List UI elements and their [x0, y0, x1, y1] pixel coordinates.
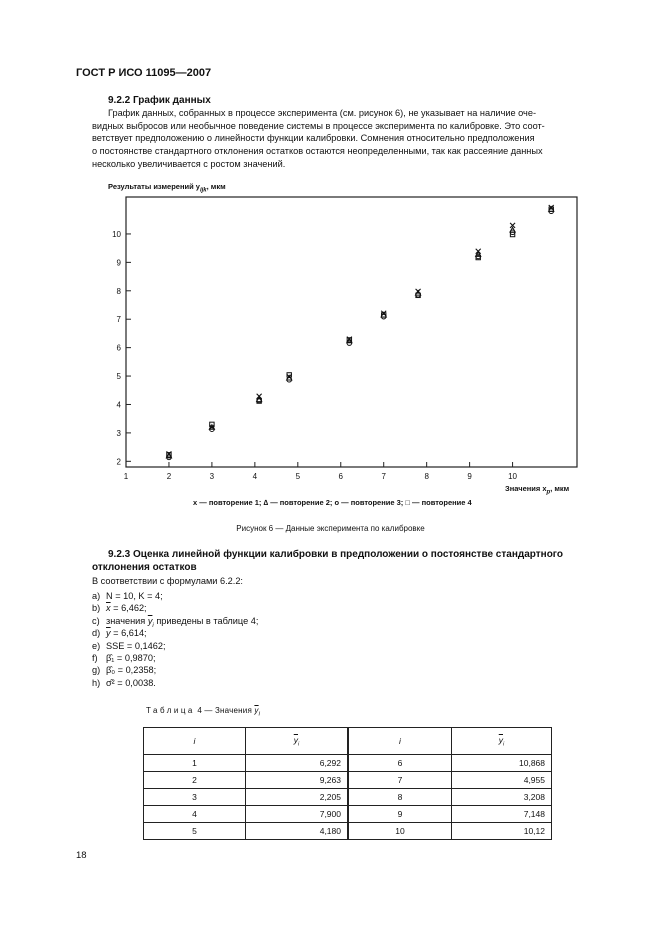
list-item: g) β̂₀ = 0,2358;: [92, 665, 157, 676]
y-tick-label: 4: [116, 400, 121, 410]
paragraph-line: График данных, собранных в процессе эксперимента (см. рисунок 6), не указывает на наличие оче-: [108, 108, 537, 118]
table-4: [143, 727, 552, 840]
list-item: e) SSE = 0,1462;: [92, 640, 166, 651]
document-header: ГОСТ Р ИСО 11095—2007: [76, 67, 212, 79]
x-tick-label: 5: [295, 472, 301, 481]
paragraph-line: о постоянстве стандартного отклонения остатков остаются неопределенными, так как рассеяние данных: [92, 146, 543, 157]
list-item: f) β̂₁ = 0,9870;: [92, 652, 156, 663]
x-tick-label: 7: [381, 472, 386, 481]
table-row: 5 4,180 10 10,12: [144, 823, 552, 840]
y-tick-label: 7: [116, 315, 121, 325]
col-header-y: $\overline{y}_i$: [246, 728, 349, 755]
x-tick-label: 6: [338, 472, 343, 481]
table-row: 1 6,292 6 10,868: [144, 755, 552, 772]
table-header-row: [144, 728, 552, 755]
section-923-intro: В соответствии с формулами 6.2.2:: [92, 576, 243, 586]
col-header-i: i: [144, 728, 246, 755]
col-header-y: $\overline{y}_i$: [452, 728, 552, 755]
table-row: 3 2,205 8 3,208: [144, 789, 552, 806]
paragraph-line: ветствует предположению о линейности функции калибровки. Сомнения относительно предположения: [92, 133, 535, 144]
x-tick-label: 8: [424, 472, 429, 481]
y-axis-title: Результаты измерений $y_{ijk}$, мкм: [108, 182, 226, 194]
y-tick-label: 6: [116, 343, 121, 353]
list-item: b) $\overline{x} = 6,462$;: [92, 603, 147, 614]
y-tick-label: 2: [116, 457, 121, 467]
x-tick-label: 2: [166, 472, 172, 481]
table-row: 2 9,263 7 4,955: [144, 772, 552, 789]
x-tick-label: 10: [508, 472, 518, 481]
list-item: d) $\overline{y} = 6,614$;: [92, 628, 147, 639]
plot-frame: [126, 197, 577, 467]
y-tick-label: 3: [116, 428, 121, 438]
x-axis-title: Значения $x_p$, мкм: [505, 484, 570, 496]
table-caption: Таблица 4 — Значения $\overline{y}_i$: [146, 706, 261, 718]
section-923-title: 9.2.3 Оценка линейной функции калибровки в предположении о постоянстве стандартного отклонения остатков: [92, 549, 563, 573]
paragraph-line: несколько увеличивается с ростом значений.: [92, 158, 286, 169]
col-header-i: i: [348, 728, 452, 755]
chart-legend: x — повторение 1; ∆ — повторение 2; o — повторение 3; □ — повторение 4: [193, 498, 472, 507]
paragraph-line: видных выбросов или необычное поведение системы в процессе эксперимента по калибровке. Это соот-: [92, 120, 545, 131]
list-item: h) σ̂² = 0,0038.: [92, 677, 156, 688]
figure-caption: Рисунок 6 — Данные эксперимента по калибровке: [236, 524, 425, 533]
list-item: c) значения $\overline{y}_i$ приведены в таблице 4;: [92, 615, 259, 629]
y-tick-label: 10: [112, 229, 121, 239]
page-number: 18: [76, 850, 87, 861]
section-922-title: 9.2.2 График данных: [108, 95, 211, 106]
x-tick-label: 4: [252, 472, 258, 481]
x-tick-label: 9: [467, 472, 472, 481]
x-tick-label: 3: [209, 472, 215, 481]
x-tick-label: 1: [123, 472, 129, 481]
y-tick-label: 5: [116, 372, 121, 382]
results-list: [92, 590, 258, 689]
y-tick-label: 8: [116, 286, 121, 296]
table-row: 4 7,900 9 7,148: [144, 806, 552, 823]
list-item: a) N = 10, K = 4;: [92, 591, 163, 601]
y-tick-label: 9: [116, 258, 121, 268]
